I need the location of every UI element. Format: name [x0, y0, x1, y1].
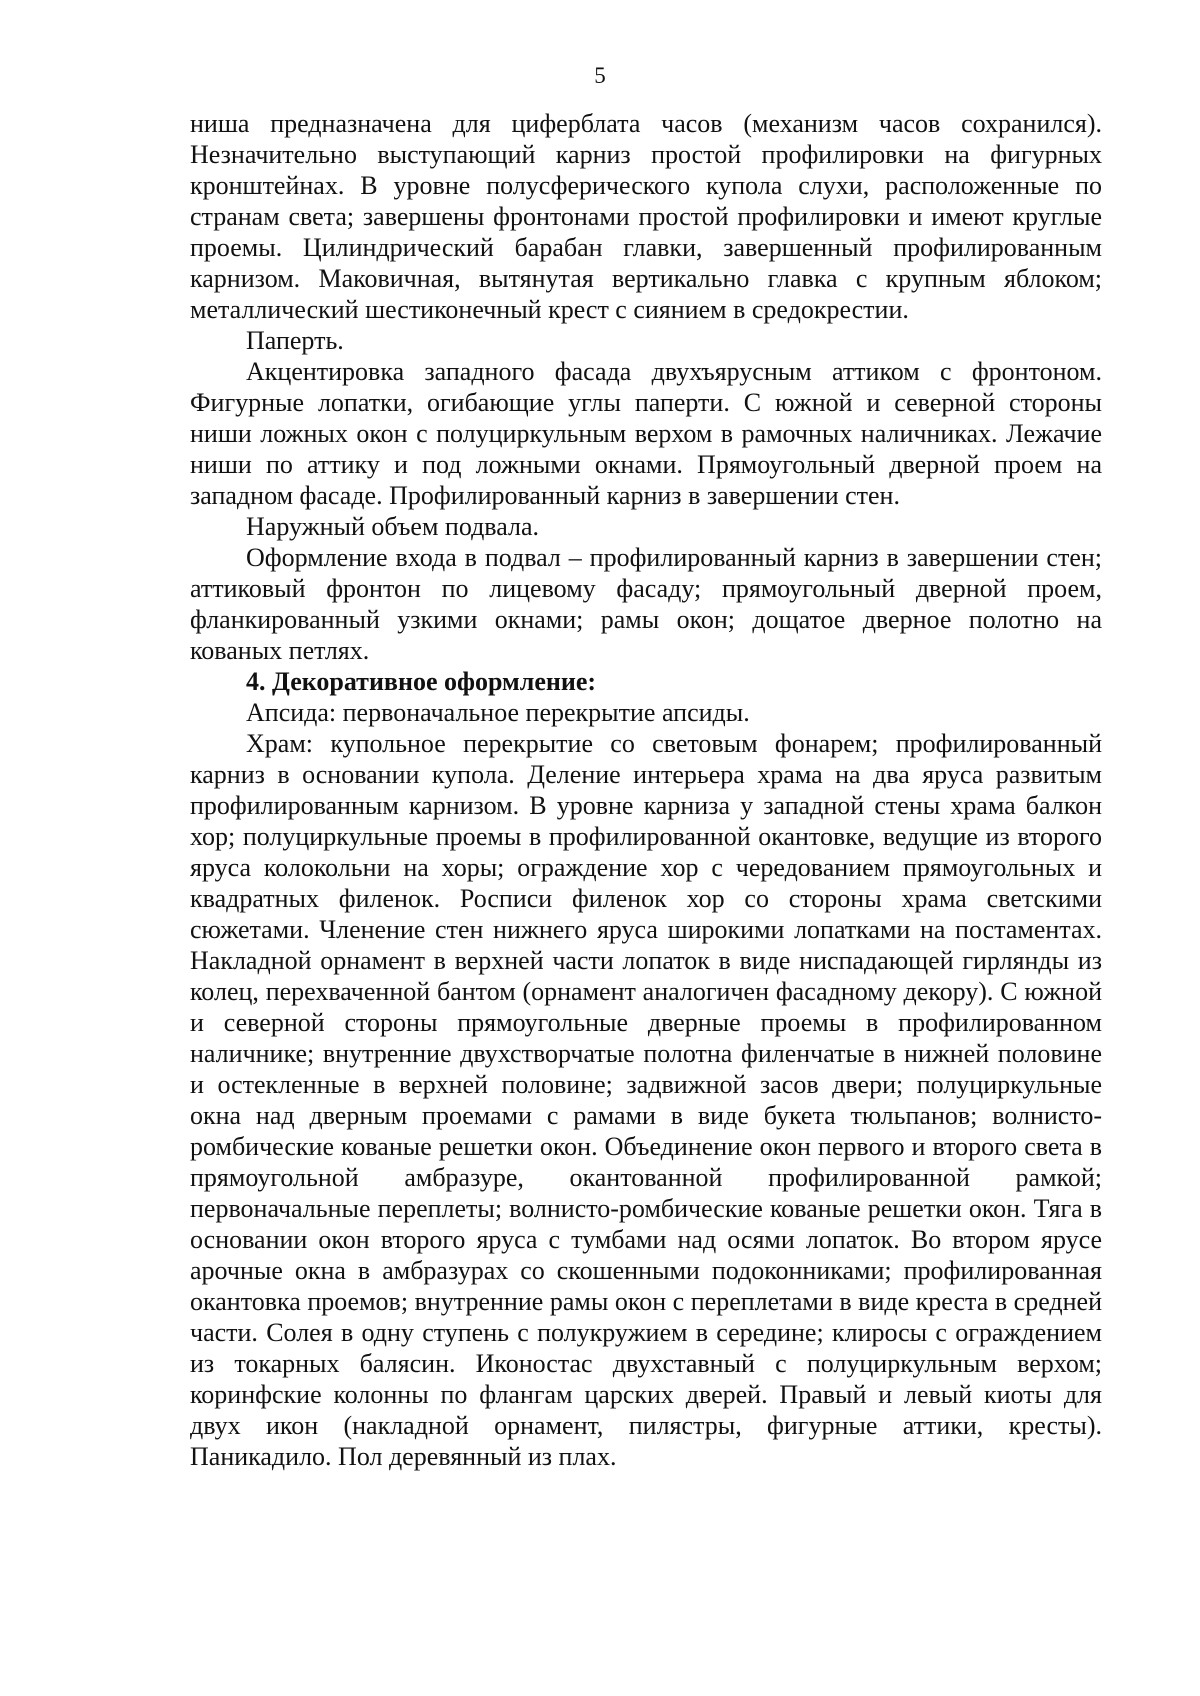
- section-heading-decoration: 4. Декоративное оформление:: [246, 667, 597, 696]
- paragraph-basement-description: Оформление входа в подвал – профилированный карниз в завершении стен; аттиковый фронтон по лицевому фасаду; прямоугольный дверной проем, фланкированный узкими окнами; рамы окон; дощатое дверное полотно на кованых петлях.: [190, 543, 1102, 665]
- document-body: [190, 108, 1102, 1472]
- paragraph-porch-description: Акцентировка западного фасада двухъярусным аттиком с фронтоном. Фигурные лопатки, огибающие углы паперти. С южной и северной стороны ниши ложных окон с полуциркульным верхом в рамочных наличниках. Лежачие ниши по аттику и под ложными окнами. Прямоугольный дверной проем на западном фасаде. Профилированный карниз в завершении стен.: [190, 357, 1102, 510]
- page-number: 5: [594, 63, 606, 88]
- paragraph-apse: Апсида: первоначальное перекрытие апсиды.: [246, 698, 750, 727]
- paragraph-porch-title: Паперть.: [246, 326, 344, 355]
- paragraph-basement-title: Наружный объем подвала.: [246, 512, 540, 541]
- paragraph-bell-tower-continuation: ниша предназначена для циферблата часов (механизм часов сохранился). Незначительно выступающий карниз простой профилировки на фигурных кронштейнах. В уровне полусферического купола слухи, расположенные по странам света; завершены фронтонами простой профилировки и имеют круглые проемы. Цилиндрический барабан главки, завершенный профилированным карнизом. Маковичная, вытянутая вертикально главка с крупным яблоком; металлический шестиконечный крест с сиянием в средокрестии.: [190, 109, 1102, 324]
- paragraph-temple-interior: Храм: купольное перекрытие со световым фонарем; профилированный карниз в основании купола. Деление интерьера храма на два яруса развитым профилированным карнизом. В уровне карниза у западной стены храма балкон хор; полуциркульные проемы в профилированной окантовке, ведущие из второго яруса колокольни на хоры; ограждение хор с чередованием прямоугольных и квадратных филенок. Росписи филенок хор со стороны храма светскими сюжетами. Членение стен нижнего яруса широкими лопатками на постаментах. Накладной орнамент в верхней части лопаток в виде ниспадающей гирлянды из колец, перехваченной бантом (орнамент аналогичен фасадному декору). С южной и северной стороны прямоугольные дверные проемы в профилированном наличнике; внутренние двухстворчатые полотна филенчатые в нижней половине и остекленные в верхней половине; задвижной засов двери; полуциркульные окна над дверным проемами с рамами в виде букета тюльпанов; волнисто-ромбические кованые решетки окон. Объединение окон первого и второго света в прямоугольной амбразуре, окантованной профилированной рамкой; первоначальные переплеты; волнисто-ромбические кованые решетки окон. Тяга в основании окон второго яруса с тумбами над осями лопаток. Во втором ярусе арочные окна в амбразурах со скошенными подоконниками; профилированная окантовка проемов; внутренние рамы окон с переплетами в виде креста в средней части. Солея в одну ступень с полукружием в середине; клиросы с ограждением из токарных балясин. Иконостас двухставный с полуциркульным верхом; коринфские колонны по флангам царских дверей. Правый и левый киоты для двух икон (накладной орнамент, пилястры, фигурные аттики, кресты). Паникадило. Пол деревянный из плах.: [190, 729, 1102, 1471]
